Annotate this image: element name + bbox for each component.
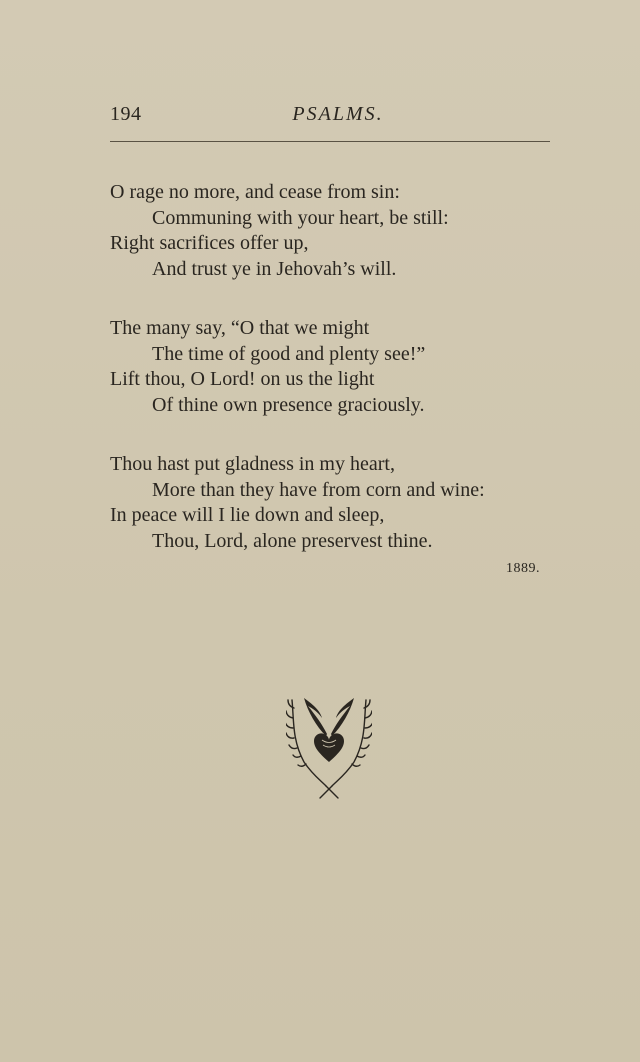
poem-line: Thou, Lord, alone preservest thine.: [152, 529, 433, 552]
page-header: [110, 103, 550, 133]
poem-date: 1889.: [506, 561, 540, 576]
poem-line: Thou hast put gladness in my heart,: [110, 453, 395, 475]
stanza: [110, 452, 570, 554]
poem-line: Communing with your heart, be still:: [152, 206, 449, 229]
poem-line: Of thine own presence graciously.: [152, 393, 425, 416]
poem-line: Right sacrifices offer up,: [110, 232, 309, 254]
page-number: 194: [110, 103, 142, 125]
header-rule: [110, 141, 550, 142]
poem: [110, 180, 570, 588]
stanza: [110, 180, 570, 282]
poem-line: O rage no more, and cease from sin:: [110, 181, 400, 203]
stanza: [110, 316, 570, 418]
poem-line: The many say, “O that we might: [110, 317, 370, 339]
poem-line: In peace will I lie down and sleep,: [110, 504, 385, 526]
running-title: PSALMS.: [292, 103, 384, 125]
poem-line: More than they have from corn and wine:: [152, 478, 485, 501]
poem-line: And trust ye in Jehovah’s will.: [152, 257, 397, 280]
winged-heart-wreath-icon: [286, 690, 372, 800]
poem-line: The time of good and plenty see!”: [152, 342, 426, 365]
poem-line: Lift thou, O Lord! on us the light: [110, 368, 375, 390]
